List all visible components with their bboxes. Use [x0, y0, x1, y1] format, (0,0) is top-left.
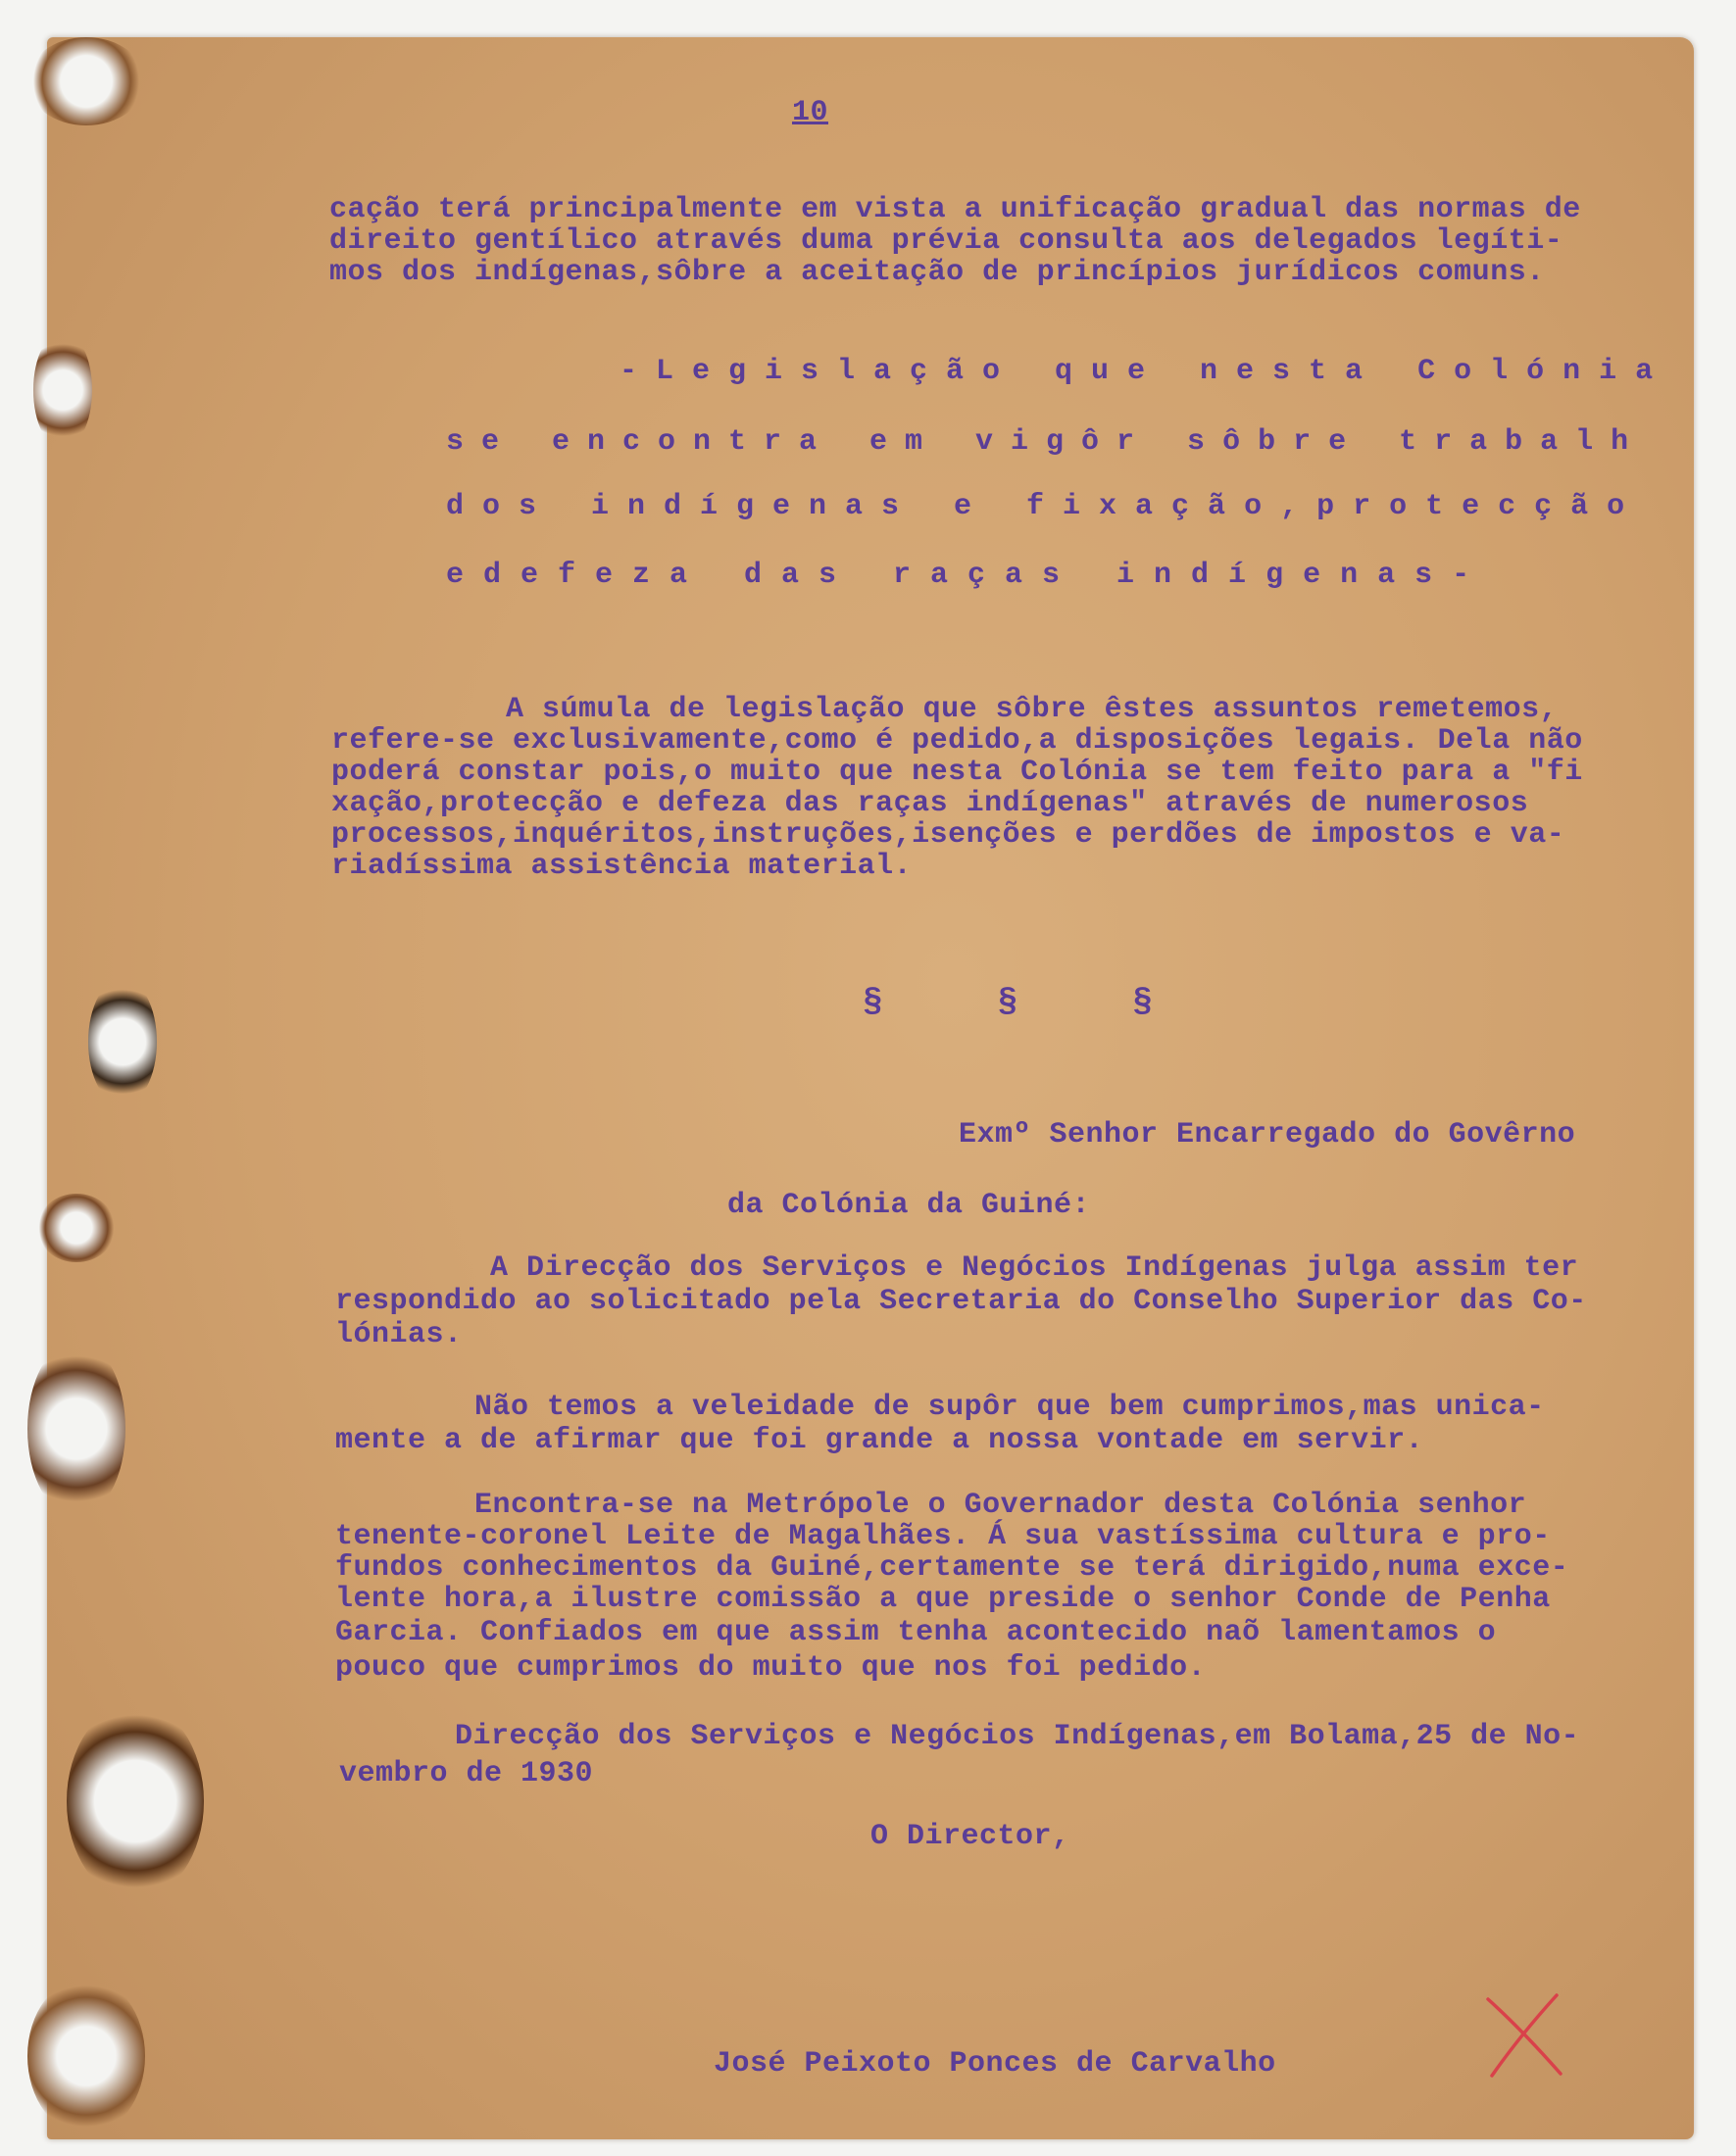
summary-line: processos,inquéritos,instruções,isenções e perdões de impostos e va- [331, 818, 1565, 852]
salutation-line: Exmº Senhor Encarregado do Govêrno [959, 1118, 1576, 1152]
burn-mark [27, 1341, 125, 1517]
burn-mark [33, 331, 92, 449]
red-x-mark [1478, 1987, 1566, 2085]
governor-line: Garcia. Confiados em que assim tenha acontecido naõ lamentamos o [335, 1616, 1497, 1649]
burn-mark [37, 1194, 116, 1262]
intro-line: cação terá principalmente em vista a unificação gradual das normas de [329, 193, 1581, 226]
section-heading-line: se encontra em vigôr sôbre trabalh [446, 425, 1647, 459]
burn-mark [67, 1703, 204, 1899]
response-line: A Direcção dos Serviços e Negócios Indígenas julga assim ter [490, 1251, 1579, 1285]
modesty-line: mente a de afirmar que foi grande a nossa vontade em servir. [335, 1424, 1424, 1457]
governor-line: tenente-coronel Leite de Magalhães. Á sua vastíssima cultura e pro- [335, 1520, 1551, 1553]
signoff: O Director, [870, 1820, 1070, 1853]
response-line: respondido ao solicitado pela Secretaria do Conselho Superior das Co- [335, 1285, 1587, 1318]
summary-line: xação,protecção e defeza das raças indígenas" através de numerosos [331, 787, 1529, 820]
summary-line: refere-se exclusivamente,como é pedido,a disposições legais. Dela não [331, 724, 1583, 758]
place-date-line: Direcção dos Serviços e Negócios Indígenas,em Bolama,25 de No- [455, 1720, 1580, 1753]
intro-line: mos dos indígenas,sôbre a aceitação de princípios jurídicos comuns. [329, 256, 1545, 289]
salutation-line: da Colónia da Guiné: [727, 1189, 1091, 1222]
summary-line: A súmula de legislação que sôbre êstes assuntos remetemos, [506, 693, 1559, 726]
summary-line: poderá constar pois,o muito que nesta Colónia se tem feito para a "fi [331, 756, 1583, 789]
signatory-name: José Peixoto Ponces de Carvalho [714, 2047, 1276, 2081]
burn-mark [27, 1978, 145, 2134]
governor-line: fundos conhecimentos da Guiné,certamente se terá dirigido,numa exce- [335, 1551, 1569, 1585]
burn-mark [27, 37, 145, 125]
intro-line: direito gentílico através duma prévia consulta aos delegados legíti- [329, 224, 1563, 258]
section-heading-line: -Legislação que nesta Colónia [620, 355, 1672, 388]
governor-line: pouco que cumprimos do muito que nos foi pedido. [335, 1651, 1207, 1685]
governor-line: Encontra-se na Metrópole o Governador desta Colónia senhor [474, 1489, 1527, 1522]
summary-line: riadíssima assistência material. [331, 850, 913, 883]
burn-mark [88, 978, 157, 1105]
modesty-line: Não temos a veleidade de supôr que bem cumprimos,mas unica- [474, 1391, 1545, 1424]
section-divider: § § § [863, 985, 1166, 1022]
response-line: lónias. [335, 1318, 463, 1351]
place-date-line: vembro de 1930 [339, 1757, 594, 1790]
section-heading-line: edefeza das raças indígenas- [446, 559, 1490, 592]
section-heading-line: dos indígenas e fixação,protecção [446, 490, 1644, 523]
governor-line: lente hora,a ilustre comissão a que preside o senhor Conde de Penha [335, 1583, 1551, 1616]
page-number: 10 [792, 96, 829, 129]
